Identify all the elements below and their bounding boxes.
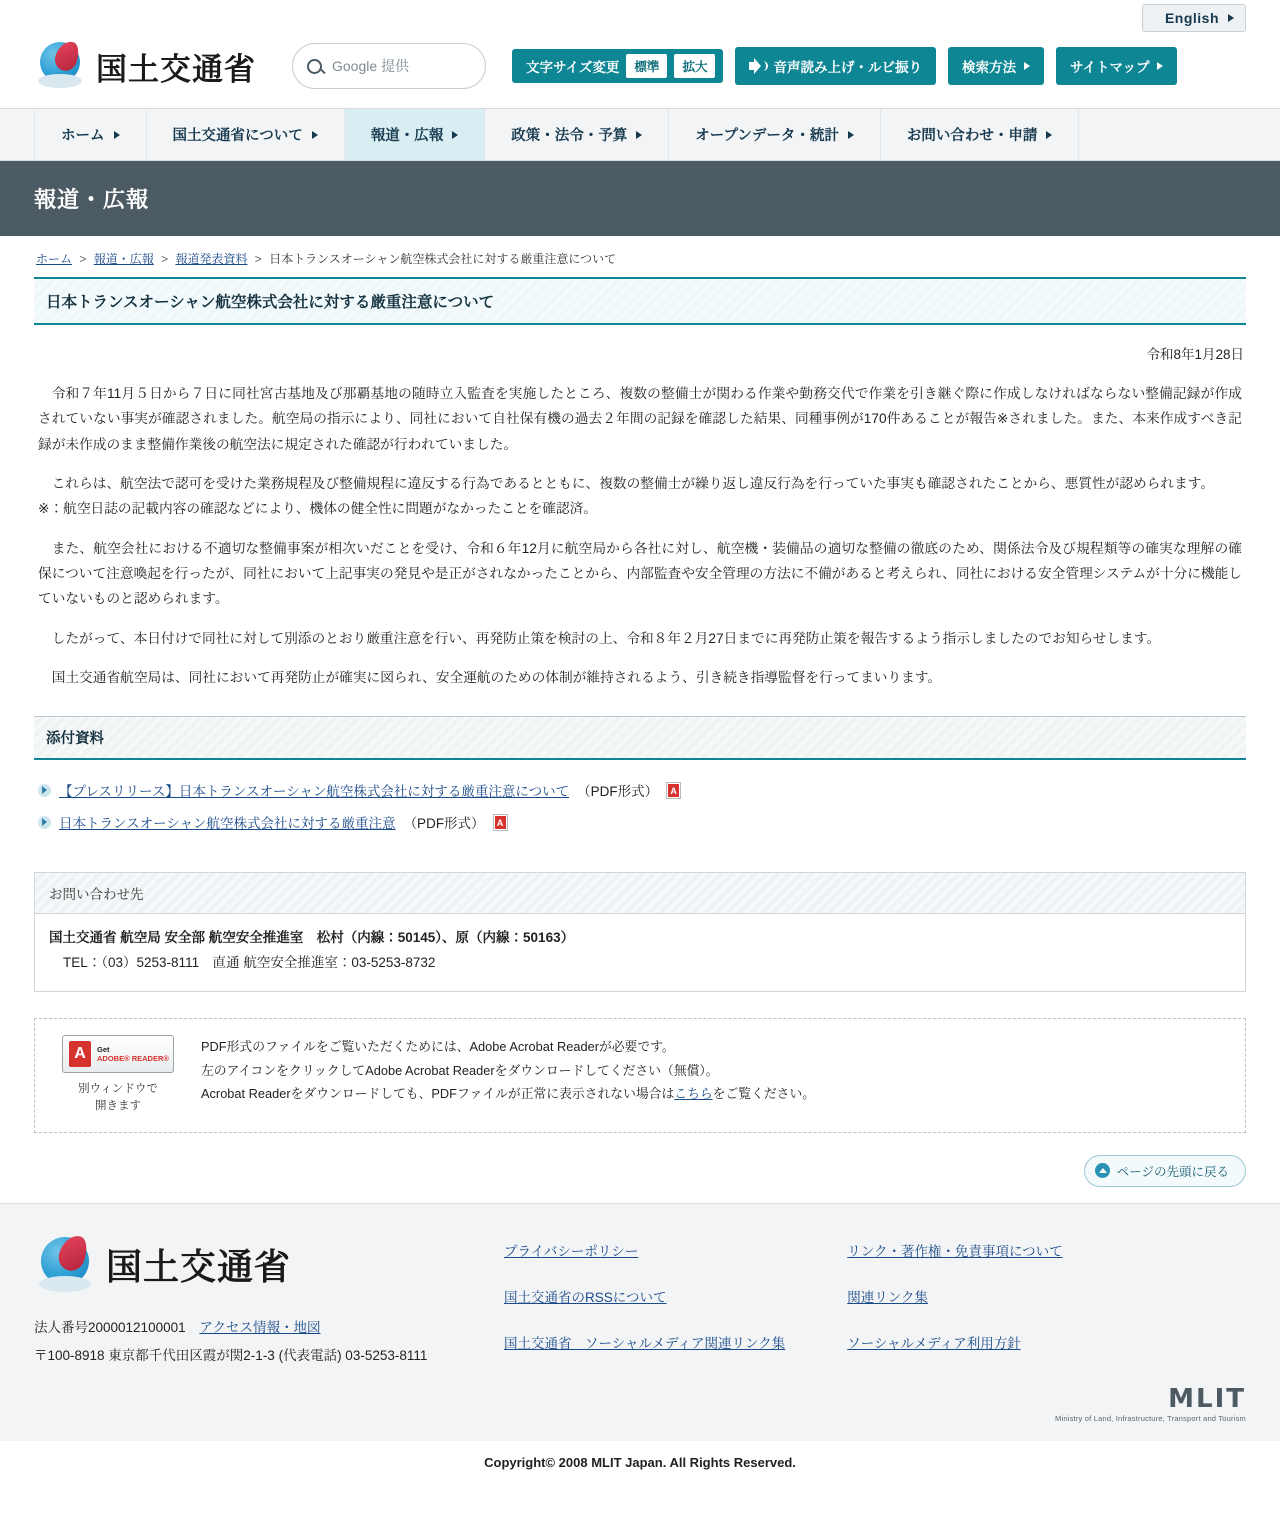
breadcrumb-separator: >: [161, 252, 169, 266]
language-english-label: English: [1164, 10, 1219, 26]
chevron-right-icon: [848, 131, 854, 139]
section-title: 報道・広報: [34, 187, 150, 212]
footer-link-privacy[interactable]: プライバシーポリシー: [504, 1243, 639, 1259]
contact-box: [34, 872, 1246, 992]
nav-item-label: 政策・法令・予算: [511, 128, 628, 144]
footer-address: 〒100-8918 東京都千代田区霞が関2-1-3 (代表電話) 03-5253-8111: [34, 1347, 428, 1363]
font-size-label: 文字サイズ変更: [526, 60, 620, 75]
paragraph: 令和７年11月５日から７日に同社宮古基地及び那覇基地の随時立入監査を実施したところ、複数の整備士が関わる作業や勤務交代で作業を引き継ぐ際に作成しなければならない整備記録が作成されていない事実が確認されました。航空局の指示により、同社において自社保有機の過去２年間の記録を確認した結果、同種事例が170件あることが報告※されました。また、本来作成すべき記録が未作成のまま整備作業後の航空法に規定された確認が行われていました。: [38, 386, 1242, 452]
nav-item-label: ホーム: [61, 128, 105, 144]
breadcrumb-item-home[interactable]: ホーム: [36, 252, 73, 266]
breadcrumb-item-current: 日本トランスオーシャン航空株式会社に対する厳重注意について: [269, 252, 617, 266]
footer-links: [504, 1234, 1063, 1371]
sitemap-label: サイトマップ: [1069, 60, 1150, 75]
mlit-wordmark-text: MLIT: [1168, 1384, 1246, 1415]
acrobat-icon: A: [69, 1041, 91, 1067]
breadcrumb-item-press[interactable]: 報道・広報: [93, 252, 154, 266]
adobe-badge-area: [53, 1035, 183, 1116]
language-english-button[interactable]: [1142, 4, 1246, 32]
copyright: Copyright© 2008 MLIT Japan. All Rights Reserved.: [0, 1441, 1280, 1488]
mlit-emblem-icon: [34, 40, 86, 92]
attachment-format: （PDF形式）: [577, 784, 659, 800]
attachments-heading: 添付資料: [34, 716, 1246, 760]
footer-left: [34, 1234, 504, 1371]
chevron-right-icon: [312, 131, 318, 139]
paragraph-note: ※：航空日誌の記載内容の確認などにより、機体の健全性に問題がなかったことを確認済。: [38, 501, 597, 517]
adobe-notice-text: [201, 1035, 815, 1106]
nav-item-label: 報道・広報: [370, 128, 444, 144]
list-item[interactable]: [34, 774, 1246, 806]
back-to-top-label: ページの先頭に戻る: [1116, 1164, 1229, 1179]
site-header: [0, 36, 1280, 109]
breadcrumb-separator: >: [79, 252, 87, 266]
mlit-wordmark-subtitle: Ministry of Land, Infrastructure, Transport and Tourism: [1055, 1414, 1246, 1424]
chevron-right-icon: [1228, 14, 1234, 22]
arrow-up-icon: [1095, 1163, 1110, 1178]
page-title: 日本トランスオーシャン航空株式会社に対する厳重注意について: [34, 277, 1246, 325]
footer-top: [34, 1234, 1246, 1371]
footer-meta: [34, 1314, 504, 1371]
utility-bar: [0, 0, 1280, 36]
adobe-notice-line3: Acrobat Readerをダウンロードしても、PDFファイルが正常に表示されない場合はこちらをご覧ください。: [201, 1086, 816, 1102]
font-size-control[interactable]: [512, 49, 723, 83]
nav-item-contact[interactable]: [881, 109, 1080, 160]
voice-reading-label: 音声読み上げ・ルビ振り: [773, 60, 922, 75]
paragraph: これらは、航空法で認可を受けた業務規程及び整備規程に違反する行為であるとともに、複数の整備士が繰り返し違反行為を行っていた事実も確認されたことから、悪質性が認められます。: [51, 476, 1215, 492]
nav-item-about[interactable]: [147, 109, 345, 160]
adobe-notice-line2: 左のアイコンをクリックしてAdobe Acrobat Readerをダウンロードしてください（無償）。: [201, 1062, 719, 1078]
chevron-right-icon: [1157, 62, 1163, 70]
footer-logo-label: 国土交通省: [106, 1246, 292, 1288]
chevron-right-icon: [1046, 131, 1052, 139]
footer-links-column-2: [847, 1240, 1062, 1371]
contact-heading: お問い合わせ先: [35, 873, 1245, 914]
nav-item-press[interactable]: [345, 109, 486, 160]
bullet-arrow-icon: [38, 816, 51, 829]
site-logo-label: 国土交通省: [96, 51, 256, 87]
nav-item-label: お問い合わせ・申請: [906, 128, 1038, 144]
contact-office: 国土交通省 航空局 安全部 航空安全推進室 松村（内線：50145）、原（内線：50163）: [49, 930, 575, 946]
paragraph: したがって、本日付けで同社に対して別添のとおり厳重注意を行い、再発防止策を検討の上、令和８年２月27日までに再発防止策を報告するよう指示しましたのでお知らせします。: [51, 630, 1161, 646]
sitemap-button[interactable]: [1056, 47, 1178, 85]
search-icon: [307, 59, 322, 74]
get-adobe-label: Get ADOBE® READER®: [97, 1044, 169, 1064]
header-buttons: [512, 47, 1177, 85]
list-item[interactable]: [34, 806, 1246, 838]
breadcrumb-item-releases[interactable]: 報道発表資料: [175, 252, 248, 266]
contact-body: [35, 914, 1245, 991]
adobe-notice-line1: PDF形式のファイルをご覧いただくためには、Adobe Acrobat Readerが必要です。: [201, 1039, 675, 1055]
search-input-placeholder[interactable]: Google 提供: [332, 58, 410, 74]
footer-link-related[interactable]: 関連リンク集: [847, 1289, 928, 1305]
get-adobe-reader-button[interactable]: [62, 1035, 174, 1073]
chevron-right-icon: [452, 131, 458, 139]
speaker-icon: [749, 58, 765, 74]
search-method-button[interactable]: [948, 47, 1044, 85]
chevron-right-icon: [114, 131, 120, 139]
voice-reading-button[interactable]: [735, 47, 936, 85]
font-size-large-button[interactable]: 拡大: [674, 54, 715, 78]
new-window-caption: 別ウィンドウで 開きます: [78, 1083, 158, 1113]
mlit-wordmark: [34, 1370, 1246, 1423]
attachments-list: [34, 774, 1246, 838]
search-box[interactable]: [292, 43, 486, 89]
footer-links-column-1: [504, 1240, 785, 1371]
site-footer: [0, 1203, 1280, 1442]
footer-logo[interactable]: [34, 1234, 504, 1296]
corporate-number: 法人番号2000012100001: [34, 1319, 186, 1335]
attachment-link[interactable]: 日本トランスオーシャン航空株式会社に対する厳重注意: [59, 816, 396, 832]
bullet-arrow-icon: [38, 784, 51, 797]
breadcrumb-separator: >: [254, 252, 262, 266]
attachment-link[interactable]: 【プレスリリース】日本トランスオーシャン航空株式会社に対する厳重注意について: [59, 784, 570, 800]
main-content: [0, 236, 1280, 1203]
nav-item-label: オープンデータ・統計: [695, 128, 839, 144]
footer-link-social-policy[interactable]: ソーシャルメディア利用方針: [847, 1335, 1021, 1351]
footer-link-copyright[interactable]: リンク・著作権・免責事項について: [847, 1243, 1063, 1259]
section-title-band: [0, 161, 1280, 236]
back-to-top-button[interactable]: [1084, 1155, 1246, 1187]
chevron-right-icon: [1024, 62, 1030, 70]
article-body: [34, 369, 1246, 690]
site-logo[interactable]: [34, 40, 256, 92]
footer-link-social-links[interactable]: 国土交通省 ソーシャルメディア関連リンク集: [504, 1335, 786, 1351]
nav-item-home[interactable]: [34, 109, 147, 160]
breadcrumb: [34, 236, 1246, 277]
attachment-format: （PDF形式）: [403, 816, 485, 832]
paragraph: 国土交通省航空局は、同社において再発防止が確実に図られ、安全運航のための体制が維持されるよう、引き続き指導監督を行ってまいります。: [51, 670, 942, 686]
font-size-standard-button[interactable]: 標準: [626, 54, 667, 78]
pdf-icon[interactable]: [666, 782, 681, 799]
nav-item-policy[interactable]: [485, 109, 669, 160]
chevron-right-icon: [636, 131, 642, 139]
search-method-label: 検索方法: [961, 60, 1016, 75]
publish-date: 令和8年1月28日: [1146, 347, 1244, 362]
adobe-reader-notice: [34, 1018, 1246, 1133]
global-nav: [0, 109, 1280, 161]
nav-item-label: 国土交通省について: [172, 128, 303, 144]
back-to-top-row: [34, 1133, 1246, 1203]
paragraph: また、航空会社における不適切な整備事案が相次いだことを受け、令和６年12月に航空局から各社に対し、航空機・装備品の適切な整備の徹底のため、関係法令及び規程類等の確実な理解の確保について注意喚起を行ったが、同社において上記事実の発見や是正がされなかったことから、内部監査や安全管理の方法に不備があると考えられ、同社における安全管理システムが十分に機能していないものと認められます。: [38, 540, 1242, 607]
footer-link-rss[interactable]: 国土交通省のRSSについて: [504, 1289, 667, 1305]
contact-tel: TEL：（03）5253-8111 直通 航空安全推進室：03-5253-8732: [63, 954, 436, 970]
nav-item-opendata[interactable]: [669, 109, 881, 160]
access-map-link[interactable]: アクセス情報・地図: [199, 1319, 321, 1335]
adobe-help-link[interactable]: こちら: [674, 1086, 713, 1102]
pdf-icon[interactable]: [493, 814, 508, 831]
mlit-emblem-icon: [34, 1234, 96, 1296]
